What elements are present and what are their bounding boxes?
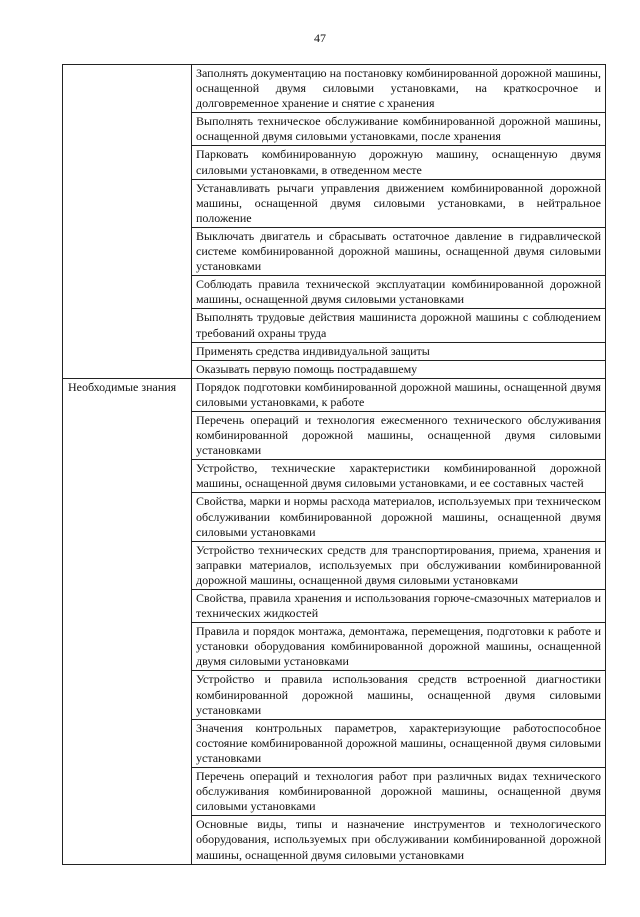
- page-number: 47: [314, 31, 326, 45]
- knowledge-item: Правила и порядок монтажа, демонтажа, перемещения, подготовки к работе и установки оборудования комбинированной дорожной машины, оснащенной двумя силовыми установками: [192, 623, 606, 671]
- knowledge-label: Необходимые знания: [63, 378, 192, 864]
- ability-item: Заполнять документацию на постановку комбинированной дорожной машины, оснащенной двумя силовыми установками, на краткосрочное и долговременное хранение и снятие с хранения: [192, 65, 606, 113]
- ability-item: Парковать комбинированную дорожную машину, оснащенную двумя силовыми установками, в отведенном месте: [192, 146, 606, 179]
- ability-item: Оказывать первую помощь пострадавшему: [192, 360, 606, 378]
- knowledge-item: Устройство и правила использования средств встроенной диагностики комбинированной дорожной машины, оснащенной двумя силовыми установками: [192, 671, 606, 719]
- knowledge-item: Перечень операций и технология ежесменного технического обслуживания комбинированной дорожной машины, оснащенной двумя силовыми установками: [192, 411, 606, 459]
- table-row: [63, 65, 606, 113]
- knowledge-item: Свойства, марки и нормы расхода материалов, используемых при техническом обслуживании комбинированной дорожной машины, оснащенной двумя силовыми установками: [192, 493, 606, 541]
- ability-item: Устанавливать рычаги управления движением комбинированной дорожной машины, оснащенной двумя силовыми установками, в нейтральное положение: [192, 179, 606, 227]
- table-row: [63, 378, 606, 411]
- knowledge-item: Значения контрольных параметров, характеризующие работоспособное состояние комбинированной дорожной машины, оснащенной двумя силовыми установками: [192, 719, 606, 767]
- knowledge-item: Свойства, правила хранения и использования горюче-смазочных материалов и технических жидкостей: [192, 590, 606, 623]
- knowledge-item: Перечень операций и технология работ при различных видах технического обслуживания комбинированной дорожной машины, оснащенной двумя силовыми установками: [192, 768, 606, 816]
- ability-item: Выполнять трудовые действия машиниста дорожной машины с соблюдением требований охраны труда: [192, 309, 606, 342]
- knowledge-item: Устройство технических средств для транспортирования, приема, хранения и заправки материалов, используемых при обслуживании комбинированной дорожной машины, оснащенной двумя силовыми установками: [192, 541, 606, 589]
- requirements-table: [62, 64, 606, 865]
- ability-item: Выключать двигатель и сбрасывать остаточное давление в гидравлической системе комбинированной дорожной машины, оснащенной двумя силовыми установками: [192, 227, 606, 275]
- knowledge-item: Основные виды, типы и назначение инструментов и технологического оборудования, используемых при обслуживании комбинированной дорожной машины, оснащенной двумя силовыми установками: [192, 816, 606, 864]
- ability-item: Применять средства индивидуальной защиты: [192, 342, 606, 360]
- knowledge-item: Порядок подготовки комбинированной дорожной машины, оснащенной двумя силовыми установками, к работе: [192, 378, 606, 411]
- ability-item: Соблюдать правила технической эксплуатации комбинированной дорожной машины, оснащенной двумя силовыми установками: [192, 276, 606, 309]
- ability-item: Выполнять техническое обслуживание комбинированной дорожной машины, оснащенной двумя силовыми установками, после хранения: [192, 113, 606, 146]
- knowledge-item: Устройство, технические характеристики комбинированной дорожной машины, оснащенной двумя силовыми установками, и ее составных частей: [192, 460, 606, 493]
- abilities-label-cell: [63, 65, 192, 379]
